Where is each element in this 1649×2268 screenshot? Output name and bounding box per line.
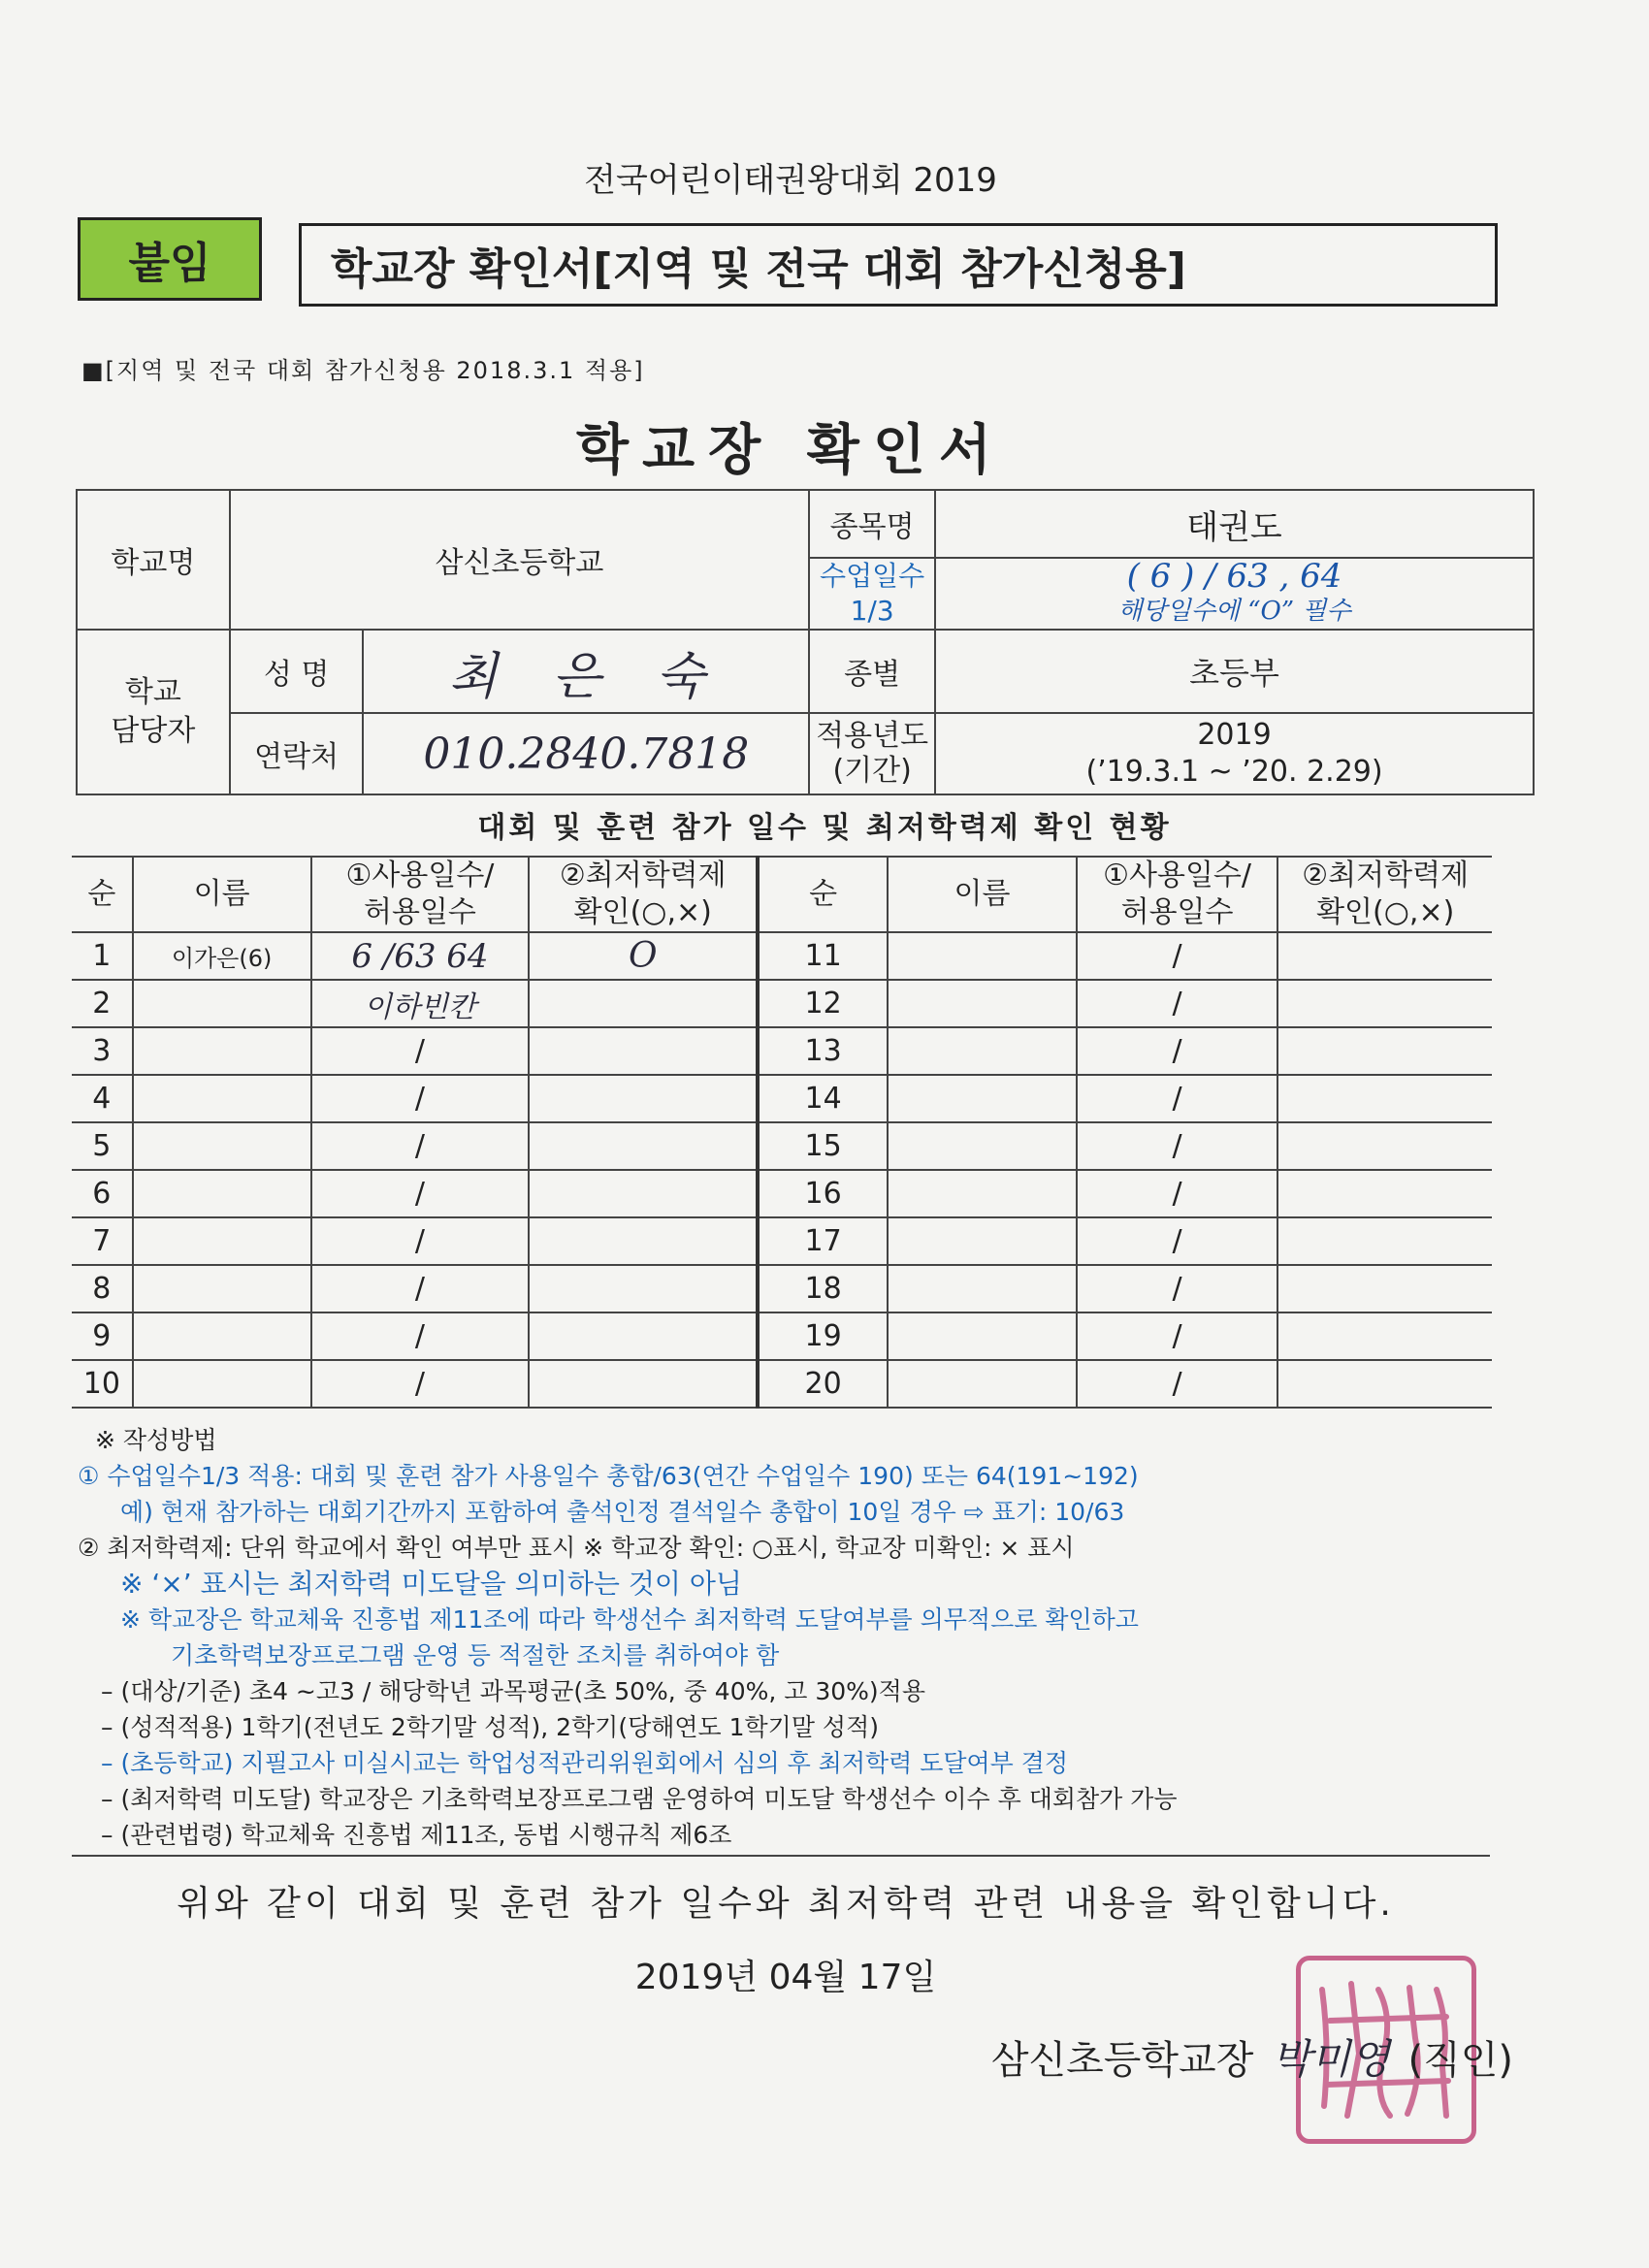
row-days-right: / (1077, 980, 1278, 1027)
row-name-right (888, 1075, 1077, 1122)
row-name-right (888, 1027, 1077, 1075)
row-grade-right (1277, 1027, 1492, 1075)
row-days: / (311, 1027, 530, 1075)
class-days-cell (935, 558, 1534, 630)
confirm-statement: 위와 같이 대회 및 훈련 참가 일수와 최저학력 관련 내용을 확인합니다. (177, 1884, 1395, 1924)
manager-label-1: 학교 (124, 675, 181, 709)
detail-2: – (성적적용) 1학기(전년도 2학기말 성적), 2학기(당해연도 1학기말 성적) (101, 1713, 879, 1741)
school-name: 삼신초등학교 (230, 490, 810, 630)
year-label (809, 713, 935, 794)
row-grade-right (1277, 1075, 1492, 1122)
row-name (133, 1027, 311, 1075)
table-row (72, 1265, 1492, 1312)
manager-label (77, 630, 230, 794)
header-days (311, 857, 530, 932)
header-days-right (1077, 857, 1278, 932)
row-no-right: 19 (758, 1312, 888, 1360)
row-days-right: / (1077, 1170, 1278, 1217)
note-2c: ※ 학교장은 학교체육 진흥법 제11조에 따라 학생선수 최저학력 도달여부를 의무적으로 확인하고 (120, 1605, 1139, 1634)
header-grade-2: 확인(○,×) (573, 895, 712, 929)
row-no-right: 11 (758, 932, 888, 980)
row-name-right (888, 932, 1077, 980)
signer-name: 삼신초등학교장 (990, 2038, 1254, 2083)
header-grade-right (1277, 857, 1492, 932)
header-name: 이름 (133, 857, 311, 932)
note-2a: ② 최저학력제: 단위 학교에서 확인 여부만 표시 ※ 학교장 확인: ○표시, 학교장 미확인: × 표시 (78, 1534, 1075, 1562)
row-no: 9 (72, 1312, 133, 1360)
row-grade: O (529, 932, 758, 980)
category-label: 종별 (809, 630, 935, 713)
table-row (72, 980, 1492, 1027)
row-no: 2 (72, 980, 133, 1027)
row-grade (529, 1170, 758, 1217)
row-days: / (311, 1075, 530, 1122)
row-grade-right (1277, 1122, 1492, 1170)
school-label: 학교명 (77, 490, 230, 630)
row-days-right: / (1077, 1312, 1278, 1360)
table-row (72, 1360, 1492, 1408)
row-grade (529, 1027, 758, 1075)
sub-note: ■[지역 및 전국 대회 참가신청용 2018.3.1 적용] (81, 357, 645, 384)
notes-divider (72, 1855, 1490, 1857)
event-title: 전국어린이태권왕대회 2019 (584, 161, 997, 200)
row-name (133, 1075, 311, 1122)
header-days-right-1: ①사용일수/ (1103, 859, 1252, 892)
row-no-right: 20 (758, 1360, 888, 1408)
row-grade-right (1277, 980, 1492, 1027)
header-days-2: 허용일수 (363, 895, 476, 929)
row-days-right: / (1077, 1122, 1278, 1170)
notes-heading: ※ 작성방법 (95, 1426, 217, 1454)
row-grade (529, 1265, 758, 1312)
row-days: / (311, 1312, 530, 1360)
status-title: 대회 및 훈련 참가 일수 및 최저학력제 확인 현황 (477, 811, 1172, 845)
year-value: 2019 (1197, 718, 1272, 752)
seal-label: (직인) (1407, 2038, 1513, 2083)
row-no-right: 18 (758, 1265, 888, 1312)
row-no-right: 12 (758, 980, 888, 1027)
note-1a: ① 수업일수1/3 적용: 대회 및 훈련 참가 사용일수 총합/63(연간 수업일수 190) 또는 64(191~192) (78, 1462, 1139, 1490)
row-no: 10 (72, 1360, 133, 1408)
main-title: 학교장 확인서 (575, 419, 1006, 482)
row-name (133, 1312, 311, 1360)
name-label: 성 명 (230, 630, 364, 713)
header-days-right-2: 허용일수 (1120, 895, 1234, 929)
row-days-right: / (1077, 1217, 1278, 1265)
class-days-label-2: 1/3 (850, 595, 894, 627)
table-row (72, 1312, 1492, 1360)
row-no: 3 (72, 1027, 133, 1075)
writing-notes (78, 1422, 1533, 1853)
class-days-label (809, 558, 935, 630)
row-grade (529, 1075, 758, 1122)
row-name-right (888, 1217, 1077, 1265)
row-no-right: 16 (758, 1170, 888, 1217)
row-no: 1 (72, 932, 133, 980)
row-no: 8 (72, 1265, 133, 1312)
sport-value: 태권도 (935, 490, 1534, 558)
row-no-right: 15 (758, 1122, 888, 1170)
row-no: 5 (72, 1122, 133, 1170)
row-days-right: / (1077, 1265, 1278, 1312)
table-row (72, 932, 1492, 980)
signature: 박미영 (1272, 2035, 1390, 2083)
row-name (133, 1122, 311, 1170)
row-no-right: 14 (758, 1075, 888, 1122)
detail-4: – (최저학력 미도달) 학교장은 기초학력보장프로그램 운영하여 미도달 학생선수 이수 후 대회참가 가능 (101, 1785, 1178, 1813)
row-no-right: 13 (758, 1027, 888, 1075)
year-cell (935, 713, 1534, 794)
header-name-right: 이름 (888, 857, 1077, 932)
class-days-label-1: 수업일수 (820, 560, 925, 592)
row-name-right (888, 1312, 1077, 1360)
row-grade-right (1277, 1312, 1492, 1360)
note-2b: ※ ‘×’ 표시는 최저학력 미도달을 의미하는 것이 아님 (120, 1568, 742, 1600)
period-value: (’19.3.1 ~ ’20. 2.29) (1085, 755, 1383, 789)
note-1b: 예) 현재 참가하는 대회기간까지 포함하여 출석인정 결석일수 총합이 10일 경우 ⇨ 표기: 10/63 (120, 1498, 1125, 1526)
row-name (133, 1217, 311, 1265)
row-name: 이가은(6) (133, 932, 311, 980)
table-row (72, 1170, 1492, 1217)
row-no: 7 (72, 1217, 133, 1265)
row-no: 4 (72, 1075, 133, 1122)
status-table (72, 856, 1492, 1409)
table-row (72, 1122, 1492, 1170)
row-days: / (311, 1122, 530, 1170)
row-days: 이하빈칸 (311, 980, 530, 1027)
table-header-row (72, 857, 1492, 932)
row-name-right (888, 980, 1077, 1027)
row-grade-right (1277, 1217, 1492, 1265)
row-days: / (311, 1360, 530, 1408)
row-grade (529, 1122, 758, 1170)
attachment-badge: 붙임 (78, 217, 262, 301)
category-value: 초등부 (935, 630, 1534, 713)
table-row (72, 1027, 1492, 1075)
row-days-right: / (1077, 1027, 1278, 1075)
row-grade-right (1277, 1360, 1492, 1408)
row-no-right: 17 (758, 1217, 888, 1265)
detail-1: – (대상/기준) 초4 ~고3 / 해당학년 과목평균(초 50%, 중 40%, 고 30%)적용 (101, 1677, 925, 1705)
contact-label: 연락처 (230, 713, 364, 794)
name-value: 최 은 숙 (363, 630, 809, 713)
year-label-2: (기간) (832, 754, 912, 788)
row-name-right (888, 1360, 1077, 1408)
manager-label-2: 담당자 (111, 714, 196, 748)
header-no-right: 순 (758, 857, 888, 932)
note-2d: 기초학력보장프로그램 운영 등 적절한 조치를 취하여야 함 (171, 1641, 780, 1669)
row-days: / (311, 1170, 530, 1217)
header-no: 순 (72, 857, 133, 932)
header-grade-1: ②최저학력제 (559, 859, 727, 892)
detail-3: – (초등학교) 지필고사 미실시교는 학업성적관리위원회에서 심의 후 최저학력 도달여부 결정 (101, 1749, 1069, 1777)
row-days: / (311, 1265, 530, 1312)
row-days-right: / (1077, 932, 1278, 980)
header-days-1: ①사용일수/ (345, 859, 495, 892)
row-name (133, 980, 311, 1027)
row-grade (529, 1360, 758, 1408)
table-row (72, 1075, 1492, 1122)
row-name (133, 1170, 311, 1217)
row-days-right: / (1077, 1075, 1278, 1122)
header-grade-right-1: ②최저학력제 (1302, 859, 1470, 892)
signer-line (0, 2027, 1513, 2086)
sport-label: 종목명 (809, 490, 935, 558)
row-days: 6 /63 64 (311, 932, 530, 980)
row-name-right (888, 1122, 1077, 1170)
row-grade (529, 1217, 758, 1265)
class-days-hint: 해당일수에 “O” 필수 (1117, 597, 1351, 626)
row-no: 6 (72, 1170, 133, 1217)
row-grade-right (1277, 1170, 1492, 1217)
row-days: / (311, 1217, 530, 1265)
row-grade-right (1277, 1265, 1492, 1312)
row-name-right (888, 1265, 1077, 1312)
row-grade (529, 980, 758, 1027)
table-row (72, 1217, 1492, 1265)
issue-date: 2019년 04월 17일 (634, 1958, 937, 1997)
header-grade (529, 857, 758, 932)
info-table (76, 489, 1535, 795)
row-grade (529, 1312, 758, 1360)
form-banner: 학교장 확인서[지역 및 전국 대회 참가신청용] (299, 223, 1498, 307)
year-label-1: 적용년도 (816, 719, 929, 753)
row-grade-right (1277, 932, 1492, 980)
row-name (133, 1360, 311, 1408)
row-name (133, 1265, 311, 1312)
class-days-value: ( 6 ) / 63 , 64 (1126, 557, 1342, 596)
header-grade-right-2: 확인(○,×) (1316, 895, 1455, 929)
detail-5: – (관련법령) 학교체육 진흥법 제11조, 동법 시행규칙 제6조 (101, 1821, 732, 1849)
row-days-right: / (1077, 1360, 1278, 1408)
contact-value: 010.2840.7818 (363, 713, 809, 794)
row-name-right (888, 1170, 1077, 1217)
